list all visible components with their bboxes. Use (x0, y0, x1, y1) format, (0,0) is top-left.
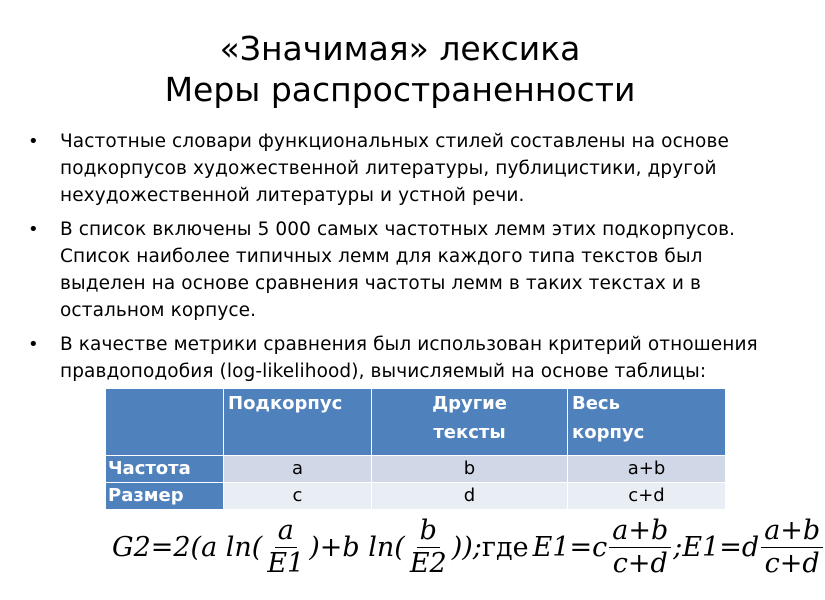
bullet-list (28, 128, 778, 392)
row-label-frequency: Частота (106, 456, 224, 483)
slide-title (0, 28, 800, 110)
formula-e1-d: E1=d (682, 532, 760, 563)
bullet-item (28, 128, 778, 209)
bullet-text: В качестве метрики сравнения был использован критерий отношения правдоподобия (log-likelihood), вычисляемый на основе таблицы: (60, 334, 758, 382)
bullet-dot-icon: • (28, 131, 39, 152)
table-cell: b (372, 456, 568, 483)
bullet-dot-icon: • (28, 334, 39, 355)
title-line-1: «Значимая» лексика (219, 29, 581, 68)
table-row (106, 456, 726, 483)
formula-where: где (481, 532, 529, 563)
header-cell-other-texts: Другие тексты (372, 389, 568, 456)
formula-e1-c: E1=c (532, 532, 608, 563)
header-cell-empty (106, 389, 224, 456)
table-cell: a+b (568, 456, 726, 483)
log-likelihood-formula (112, 510, 825, 585)
table-cell: d (372, 483, 568, 510)
formula-lhs: G2=2(a ln( (112, 532, 263, 563)
bullet-dot-icon: • (28, 219, 39, 240)
fraction-b-over-e2: $\frac{b}{E2}$ (409, 515, 447, 579)
bullet-text: Частотные словари функциональных стилей составлены на основе подкорпусов художественной литературы, публицистики, другой нехудожественной литературы и устной речи. (60, 131, 729, 206)
fraction-sum-ab-over-cd-2: $\frac{a+b}{c+d}$ (761, 515, 823, 580)
bullet-text: В список включены 5 000 самых частотных лемм этих подкорпусов. Список наиболее типичных лемм для каждого типа текстов был выделен на основе сравнения частоты лемм в таких текстах и в остальном корпусе. (60, 219, 736, 321)
header-cell-whole-corpus: Весь корпус (568, 389, 726, 456)
header-cell-subcorpus: Подкорпус (224, 389, 372, 456)
table-cell: c+d (568, 483, 726, 510)
table-header-row (106, 389, 726, 456)
formula-end: )); (451, 532, 482, 563)
table-cell: c (224, 483, 372, 510)
fraction-a-over-e1: $\frac{a}{E1}$ (267, 515, 305, 579)
formula-sep: ; (673, 532, 683, 563)
contingency-table (105, 388, 725, 510)
table-row (106, 483, 726, 510)
title-line-2: Меры распространенности (164, 70, 636, 109)
formula-mid: )+b ln( (309, 532, 405, 563)
fraction-sum-ab-over-cd: $\frac{a+b}{c+d}$ (609, 515, 671, 580)
table-cell: a (224, 456, 372, 483)
bullet-item (28, 216, 778, 324)
row-label-size: Размер (106, 483, 224, 510)
bullet-item (28, 331, 778, 385)
